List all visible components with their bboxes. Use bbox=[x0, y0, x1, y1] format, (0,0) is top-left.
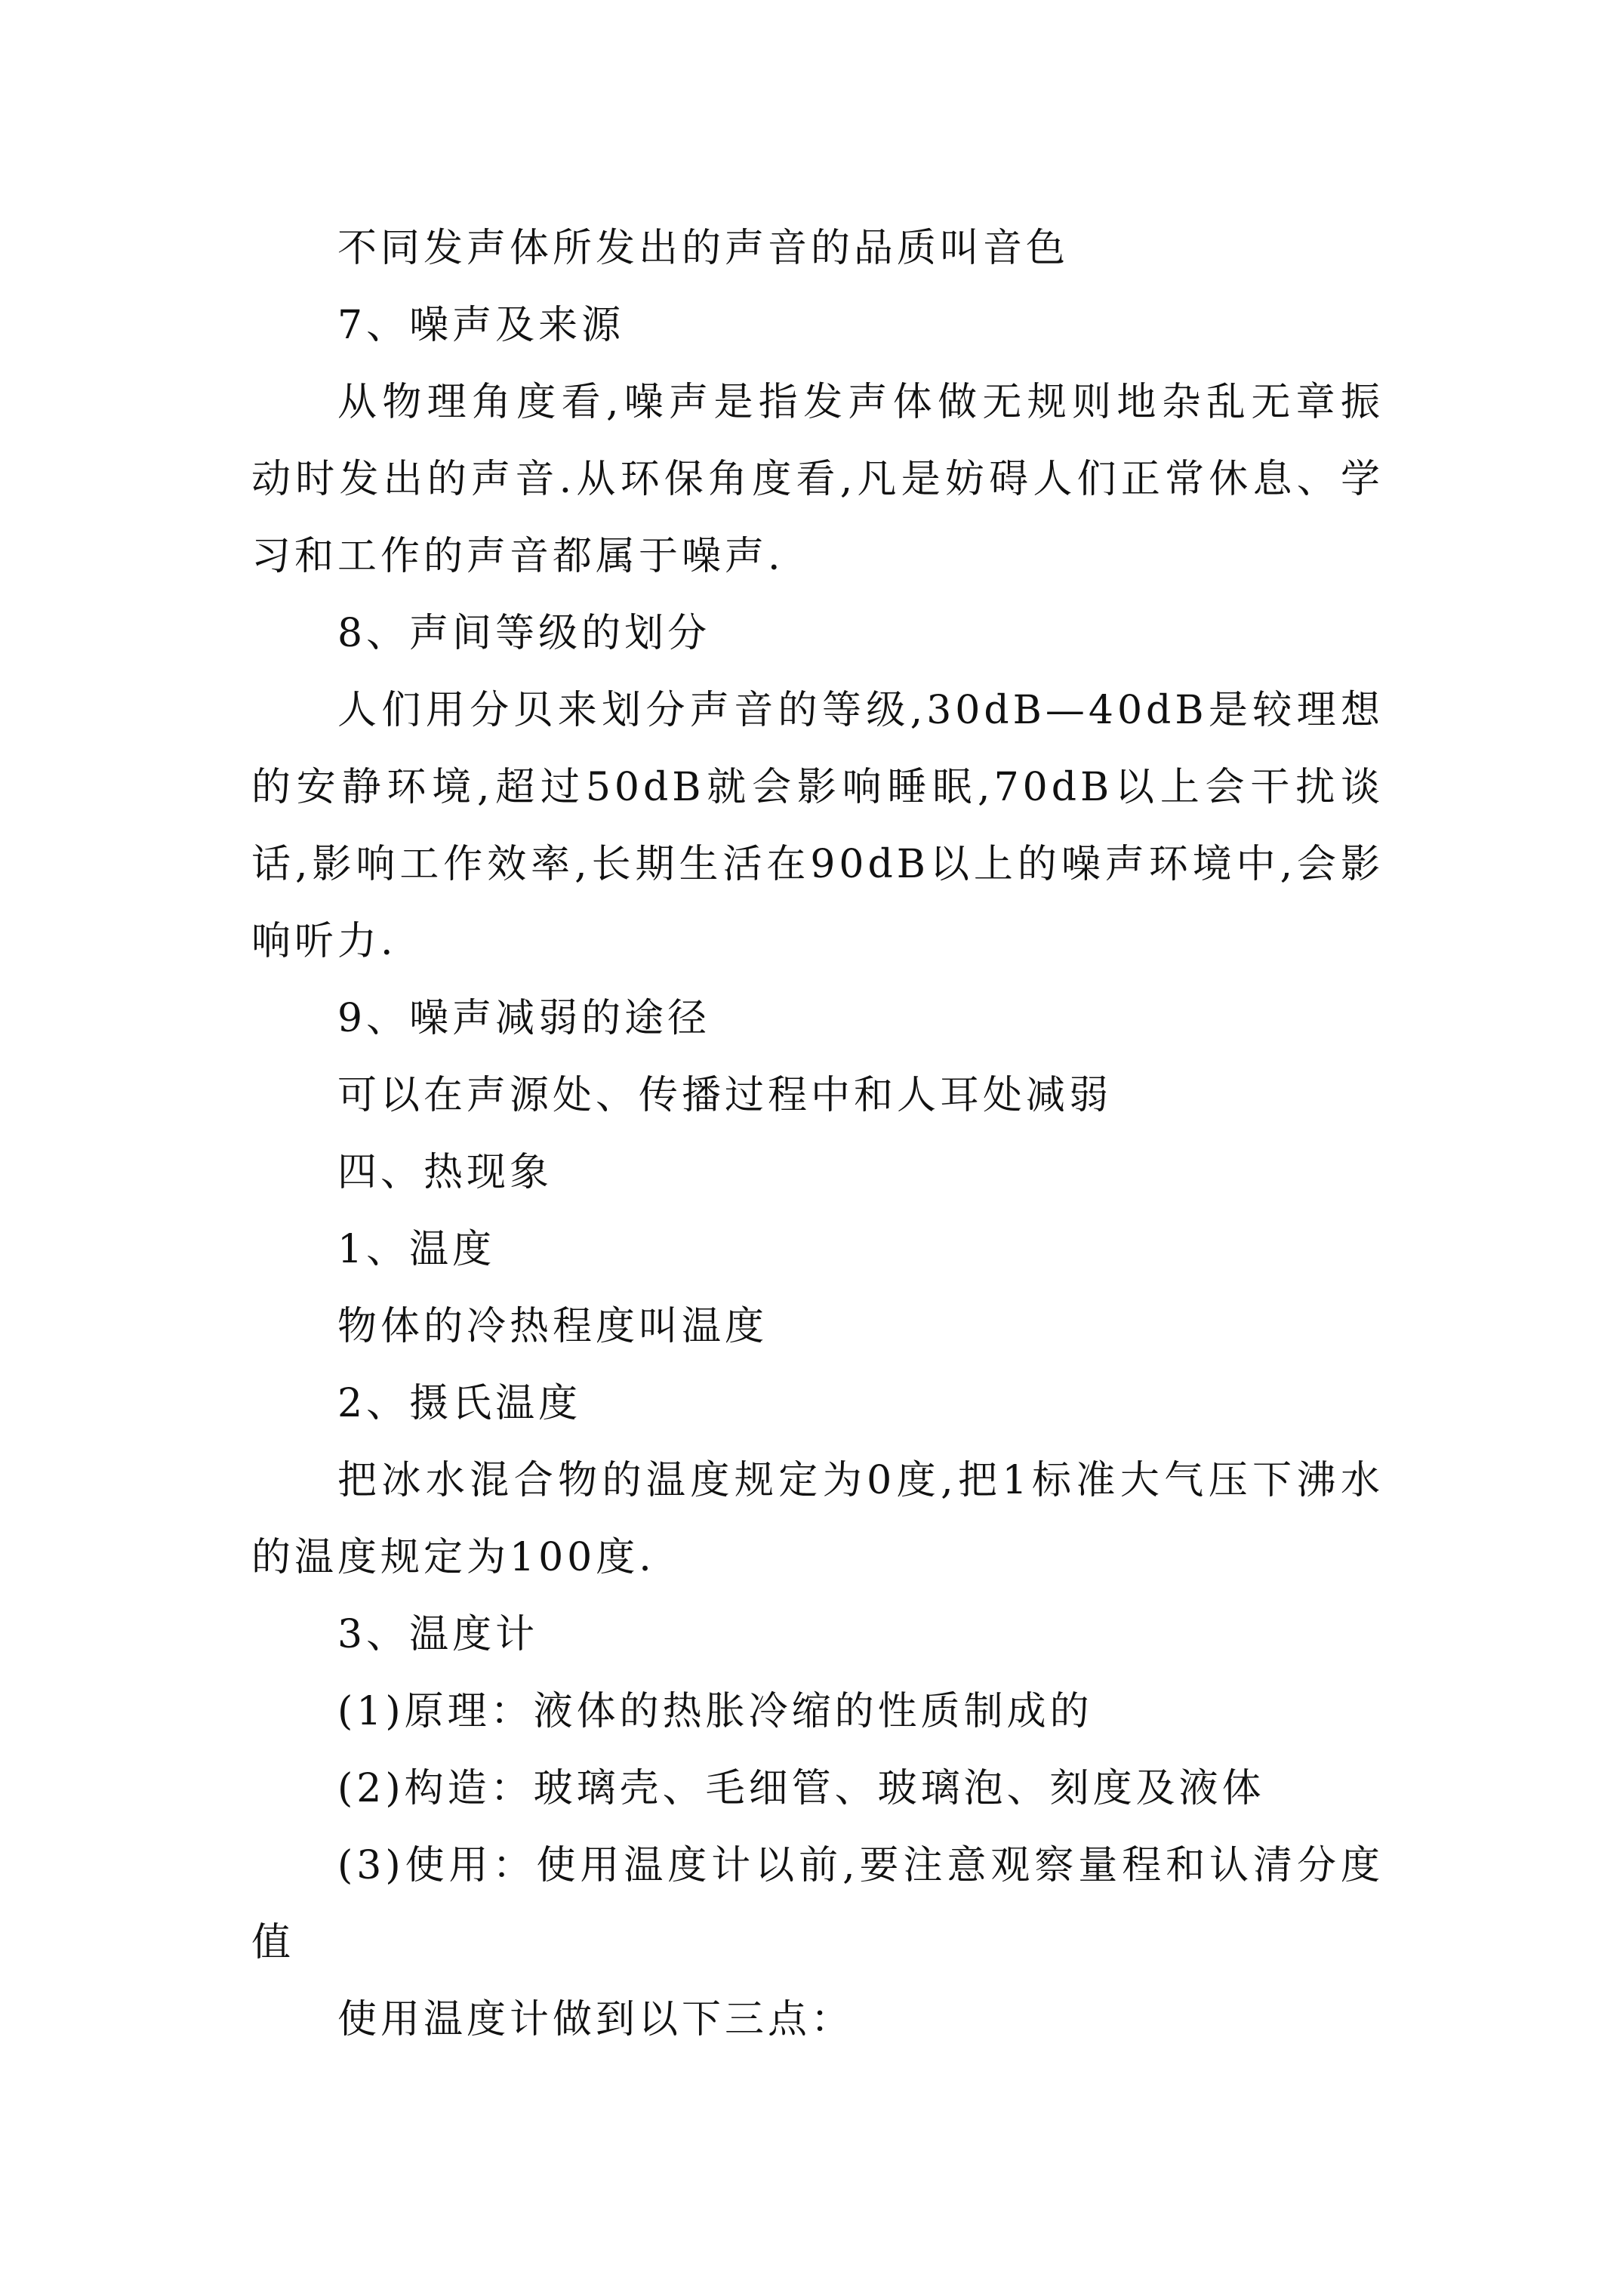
paragraph-timbre-definition: 不同发声体所发出的声音的品质叫音色 bbox=[337, 226, 1070, 271]
paragraph-temperature-definition: 物体的冷热程度叫温度 bbox=[337, 1304, 768, 1349]
heading-temperature: 1、温度 bbox=[337, 1227, 496, 1272]
paragraph-noise-definition: 从物理角度看,噪声是指发声体做无规则地杂乱无章振动时发出的声音.从环保角度看,凡是妨碍人们正常休息、学习和工作的声音都属于噪声. bbox=[251, 380, 1384, 579]
paragraph-thermometer-usage: (3)使用：使用温度计以前,要注意观察量程和认清分度值 bbox=[251, 1843, 1384, 1965]
heading-noise-reduction: 9、噪声减弱的途径 bbox=[337, 996, 711, 1041]
heading-noise-sources: 7、噪声及来源 bbox=[337, 303, 625, 348]
paragraph-three-points: 使用温度计做到以下三点： bbox=[337, 1997, 855, 2042]
section-heading-thermal: 四、热现象 bbox=[337, 1150, 553, 1195]
heading-celsius: 2、摄氏温度 bbox=[337, 1381, 582, 1426]
paragraph-celsius-definition: 把冰水混合物的温度规定为0度,把1标准大气压下沸水的温度规定为100度. bbox=[251, 1458, 1384, 1580]
paragraph-thermometer-principle: (1)原理：液体的热胀冷缩的性质制成的 bbox=[337, 1689, 1093, 1734]
paragraph-noise-reduction: 可以在声源处、传播过程中和人耳处减弱 bbox=[337, 1073, 1113, 1118]
paragraph-sound-levels: 人们用分贝来划分声音的等级,30dB—40dB是较理想的安静环境,超过50dB就会影响睡眠,70dB以上会干扰谈话,影响工作效率,长期生活在90dB以上的噪声环境中,会影响听力. bbox=[251, 688, 1384, 964]
document-body bbox=[251, 210, 1384, 2058]
heading-sound-levels: 8、声间等级的划分 bbox=[337, 611, 711, 656]
paragraph-thermometer-structure: (2)构造：玻璃壳、毛细管、玻璃泡、刻度及液体 bbox=[337, 1766, 1265, 1811]
heading-thermometer: 3、温度计 bbox=[337, 1612, 539, 1657]
